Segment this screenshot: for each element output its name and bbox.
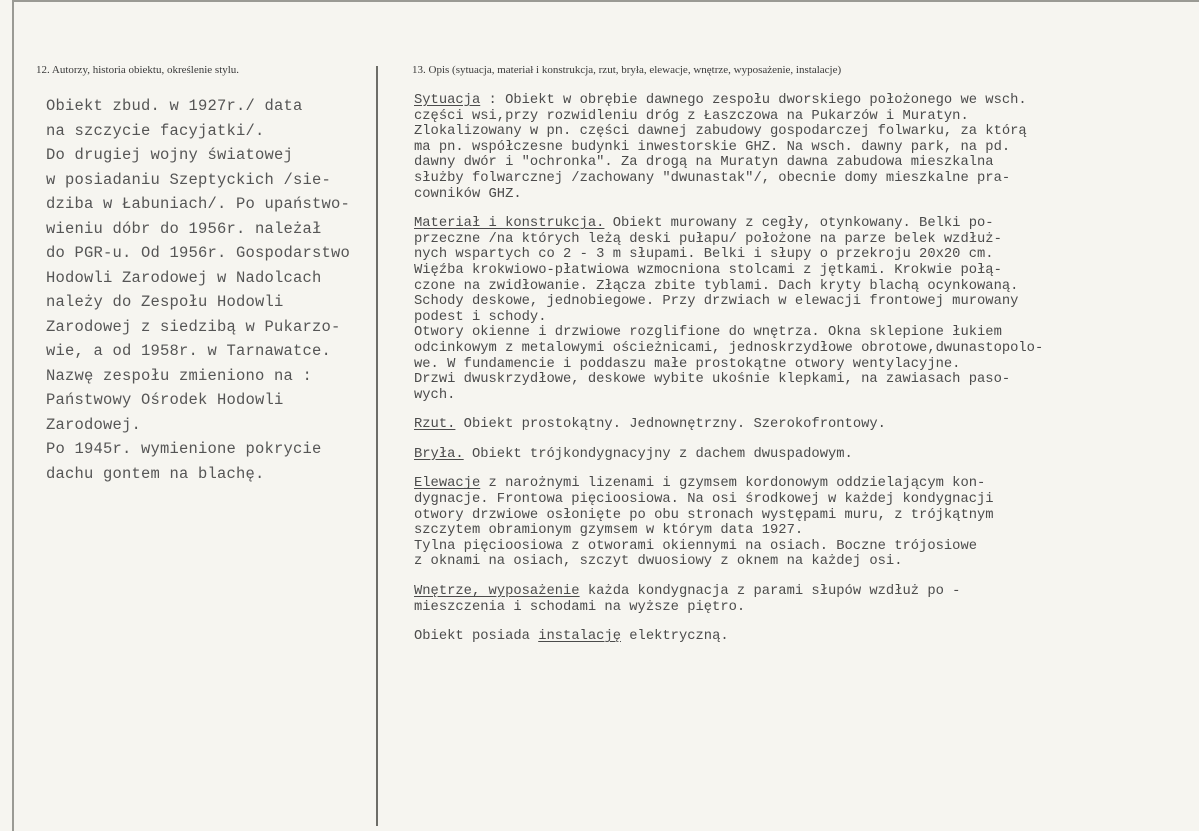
history-line: na szczycie facyjatki/. xyxy=(46,121,265,140)
left-column-heading: 12. Autorzy, historia obiektu, określenie stylu. xyxy=(36,64,240,76)
history-line: w posiadaniu Szeptyckich /sie- xyxy=(46,170,332,189)
section-line: służby folwarcznej /zachowany "dwunastak"/, obecnie domy mieszkalne pra- xyxy=(414,170,1011,186)
section-line: dawny dwór i "ochronka". Za drogą na Muratyn dawna zabudowa mieszkalna xyxy=(414,155,994,171)
section-text: Obiekt prostokątny. Jednownętrzny. Szerokofrontowy. xyxy=(455,417,886,433)
section-line: czone na zwidłowanie. Złącza zbite tyblami. Dach kryty blachą ocynkowaną. xyxy=(414,278,1019,294)
history-text xyxy=(46,94,376,486)
section-line: dygnacje. Frontowa pięcioosiowa. Na osi środkowej w każdej kondygnacji xyxy=(414,492,994,508)
history-line: Do drugiej wojny światowej xyxy=(46,146,294,164)
history-line: Hodowli Zarodowej w Nadolcach xyxy=(46,268,322,287)
section-line: z oknami na osiach, szczyt dwuosiowy z oknem na każdej osi. xyxy=(414,554,903,570)
section-line: ma pn. współczesne budynki inwestorskie GHZ. Na wsch. dawny park, na pd. xyxy=(414,139,1011,155)
description-section xyxy=(414,629,1184,645)
frame-left-border xyxy=(12,0,14,831)
section-line: części wsi,przy rozwidleniu dróg z Łaszczowa na Pukarzów i Muratyn. xyxy=(414,108,969,124)
section-line: odcinkowym z metalowymi ościeżnicami, jednoskrzydłowe obrotowe,dwunastopolo- xyxy=(414,340,1044,356)
section-first-line xyxy=(414,447,1184,463)
section-text: : Obiekt w obrębie dawnego zespołu dworskiego położonego we wsch. xyxy=(480,93,1027,108)
description-section xyxy=(414,216,1184,403)
history-line: Nazwę zespołu zmieniono na : xyxy=(46,366,313,385)
section-first-line xyxy=(414,584,1184,600)
section-line: we. W fundamencie i poddaszu małe prostokątne otwory wentylacyjne. xyxy=(414,356,961,372)
right-column-heading: 13. Opis (sytuacja, materiał i konstrukcja, rzut, bryła, elewacje, wnętrze, wyposażenie, instalacje) xyxy=(412,64,842,76)
section-line: nych wspartych co 2 - 3 m słupami. Belki i słupy o przekroju 20x20 cm. xyxy=(414,247,994,263)
section-text: z narożnymi lizenami i gzymsem kordonowym oddzielającym kon- xyxy=(480,476,986,492)
description-section xyxy=(414,417,1184,433)
history-line: Po 1945r. wymienione pokrycie xyxy=(46,440,322,458)
section-line: Tylna pięcioosiowa z otworami okiennymi na osiach. Boczne trójosiowe xyxy=(414,538,978,554)
description-section xyxy=(414,447,1184,463)
history-line: Zarodowej z siedzibą w Pukarzo- xyxy=(46,317,341,336)
section-label: Elewacje xyxy=(414,476,481,492)
description-section xyxy=(414,476,1184,570)
section-label: Wnętrze, wyposażenie xyxy=(414,584,580,600)
frame-top-border xyxy=(12,0,1199,2)
underlined-word: instalację xyxy=(538,629,621,645)
section-text: Obiekt posiada xyxy=(414,629,539,645)
section-first-line xyxy=(414,629,1184,645)
section-line: szczytem obramionym gzymsem w którym data 1927. xyxy=(414,523,804,539)
column-divider xyxy=(376,66,378,826)
section-line: Drzwi dwuskrzydłowe, deskowe wybite ukośnie klepkami, na zawiasach paso- xyxy=(414,372,1011,388)
section-text-after: elektryczną. xyxy=(621,629,729,645)
section-line: wych. xyxy=(414,387,456,403)
description-section xyxy=(414,93,1184,202)
section-line: Więźba krokwiowo-płatwiowa wzmocniona stolcami z jętkami. Krokwie połą- xyxy=(414,262,1002,278)
section-label: Bryła. xyxy=(414,446,464,462)
history-line: wie, a od 1958r. w Tarnawatce. xyxy=(46,342,332,360)
history-line: Państwowy Ośrodek Hodowli xyxy=(46,391,284,409)
history-line: do PGR-u. Od 1956r. Gospodarstwo xyxy=(46,244,351,262)
section-line: cowników GHZ. xyxy=(414,186,522,202)
history-line: Zarodowej. xyxy=(46,415,142,434)
section-line: przeczne /na których leżą deski pułapu/ położone na parze belek wzdłuż- xyxy=(414,231,1002,247)
section-first-line xyxy=(414,216,1184,232)
section-first-line xyxy=(414,93,1184,109)
section-line: mieszczenia i schodami na wyższe piętro. xyxy=(414,599,746,615)
history-line: Obiekt zbud. w 1927r./ data xyxy=(46,97,303,115)
section-line: otwory drzwiowe osłonięte po obu stronach występami muru, z trójkątnym xyxy=(414,507,994,523)
section-line: Otwory okienne i drzwiowe rozglifione do wnętrza. Okna sklepione łukiem xyxy=(414,325,1002,341)
section-first-line xyxy=(414,417,1184,433)
history-line: należy do Zespołu Hodowli xyxy=(46,293,284,311)
section-line: Zlokalizowany w pn. części dawnej zabudowy gospodarczej folwarku, za którą xyxy=(414,124,1027,140)
section-first-line xyxy=(414,476,1184,492)
section-line: Schody deskowe, jednobiegowe. Przy drzwiach w elewacji frontowej murowany xyxy=(414,294,1019,310)
history-line: dziba w Łabuniach/. Po upaństwo- xyxy=(46,195,351,213)
description-section xyxy=(414,584,1184,615)
section-text: Obiekt trójkondygnacyjny z dachem dwuspadowym. xyxy=(463,446,853,462)
section-line: podest i schody. xyxy=(414,309,547,325)
section-text: każda kondygnacja z parami słupów wzdłuż po - xyxy=(579,584,961,600)
description-text xyxy=(414,93,1184,659)
section-label: Sytuacja xyxy=(414,93,481,108)
section-text: Obiekt murowany z cegły, otynkowany. Belki po- xyxy=(604,216,994,232)
section-label: Materiał i konstrukcja. xyxy=(414,216,605,232)
history-line: dachu gontem na blachę. xyxy=(46,464,265,483)
history-line: wieniu dóbr do 1956r. należał xyxy=(46,219,322,238)
section-label: Rzut. xyxy=(414,417,456,433)
